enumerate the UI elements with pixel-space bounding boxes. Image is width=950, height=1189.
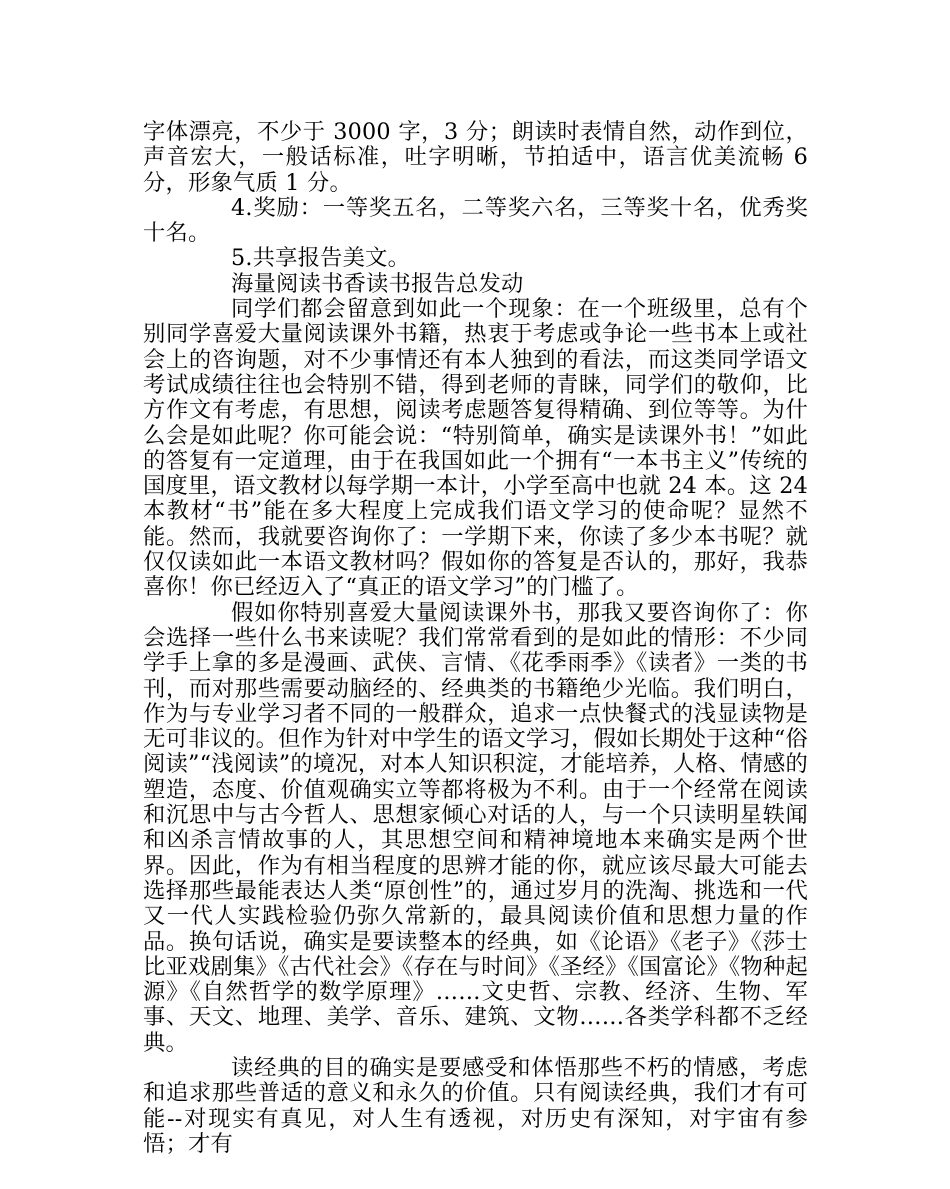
paragraph-share-essays: 5.共享报告美文。 [231,245,411,272]
paragraph-phenomenon: 同学们都会留意到如此一个现象：在一个班级里，总有个别同学喜爱大量阅读课外书籍，热衷于考虑或争论一些书本上或社会上的咨询题，对不少事情还有本人独到的看法，而这类同学语文考试成绩往往也会特别不错，得到老师的青睐，同学们的敬仰，比方作文有考虑，有思想，阅读考虑题答复得精确、到位等等。为什么会是如此呢？你可能会说：“特别简单，确实是读课外书！”如此的答复有一定道理，由于在我国如此一个拥有“一本书主义”传统的国度里，语文教材以每学期一本计，小学至高中也就 24 本。这 24 本教材“书”能在多大程度上完成我们语文学习的使命呢？显然不能。然而，我就要咨询你了：一学期下来，你读了多少本书呢？就仅仅读如此一本语文教材吗？假如你的答复是否认的，那好，我恭喜你！你已经迈入了“真正的语文学习”的门槛了。 [143,296,808,601]
paragraph-scoring-criteria: 字体漂亮，不少于 3000 字，3 分；朗读时表情自然，动作到位，声音宏大，一般话标准，吐字明晰，节拍适中，语言优美流畅 6 分，形象气质 1 分。 [143,119,808,196]
section-heading: 海量阅读书香读书报告总发动 [231,270,524,297]
paragraph-classics-purpose: 读经典的目的确实是要感受和体悟那些不朽的情感，考虑和追求那些普适的意义和永久的价值。只有阅读经典，我们才有可能--对现实有真见，对人生有透视，对历史有深知，对宇宙有参悟；才有 [143,1054,808,1157]
paragraph-book-choice: 假如你特别喜爱大量阅读课外书，那我又要咨询你了：你会选择一些什么书来读呢？我们常常看到的是如此的情形：不少同学手上拿的多是漫画、武侠、言情、《花季雨季》《读者》一类的书刊，而对那些需要动脑经的、经典类的书籍绝少光临。我们明白，作为与专业学习者不同的一般群众，追求一点快餐式的浅显读物是无可非议的。但作为针对中学生的语文学习，假如长期处于这种“俗阅读”“浅阅读”的境况，对本人知识积淀，才能培养，人格、情感的塑造，态度、价值观确实立等都将极为不利。由于一个经常在阅读和沉思中与古今哲人、思想家倾心对话的人，与一个只读明星轶闻和凶杀言情故事的人，其思想空间和精神境地本来确实是两个世界。因此，作为有相当程度的思辨才能的你，就应该尽最大可能去选择那些最能表达人类“原创性”的，通过岁月的洗淘、挑选和一代又一代人实践检验仍弥久常新的，最具阅读价值和思想力量的作品。换句话说，确实是要读整本的经典，如《论语》《老子》《莎士比亚戏剧集》《古代社会》《存在与时间》《圣经》《国富论》《物种起源》《自然哲学的数学原理》……文史哲、宗教、经济、生物、军事、天文、地理、美学、音乐、建筑、文物……各类学科都不乏经典。 [143,599,808,1056]
paragraph-awards: 4.奖励：一等奖五名，二等奖六名，三等奖十名，优秀奖十名。 [143,194,808,247]
document-page [143,120,808,1157]
